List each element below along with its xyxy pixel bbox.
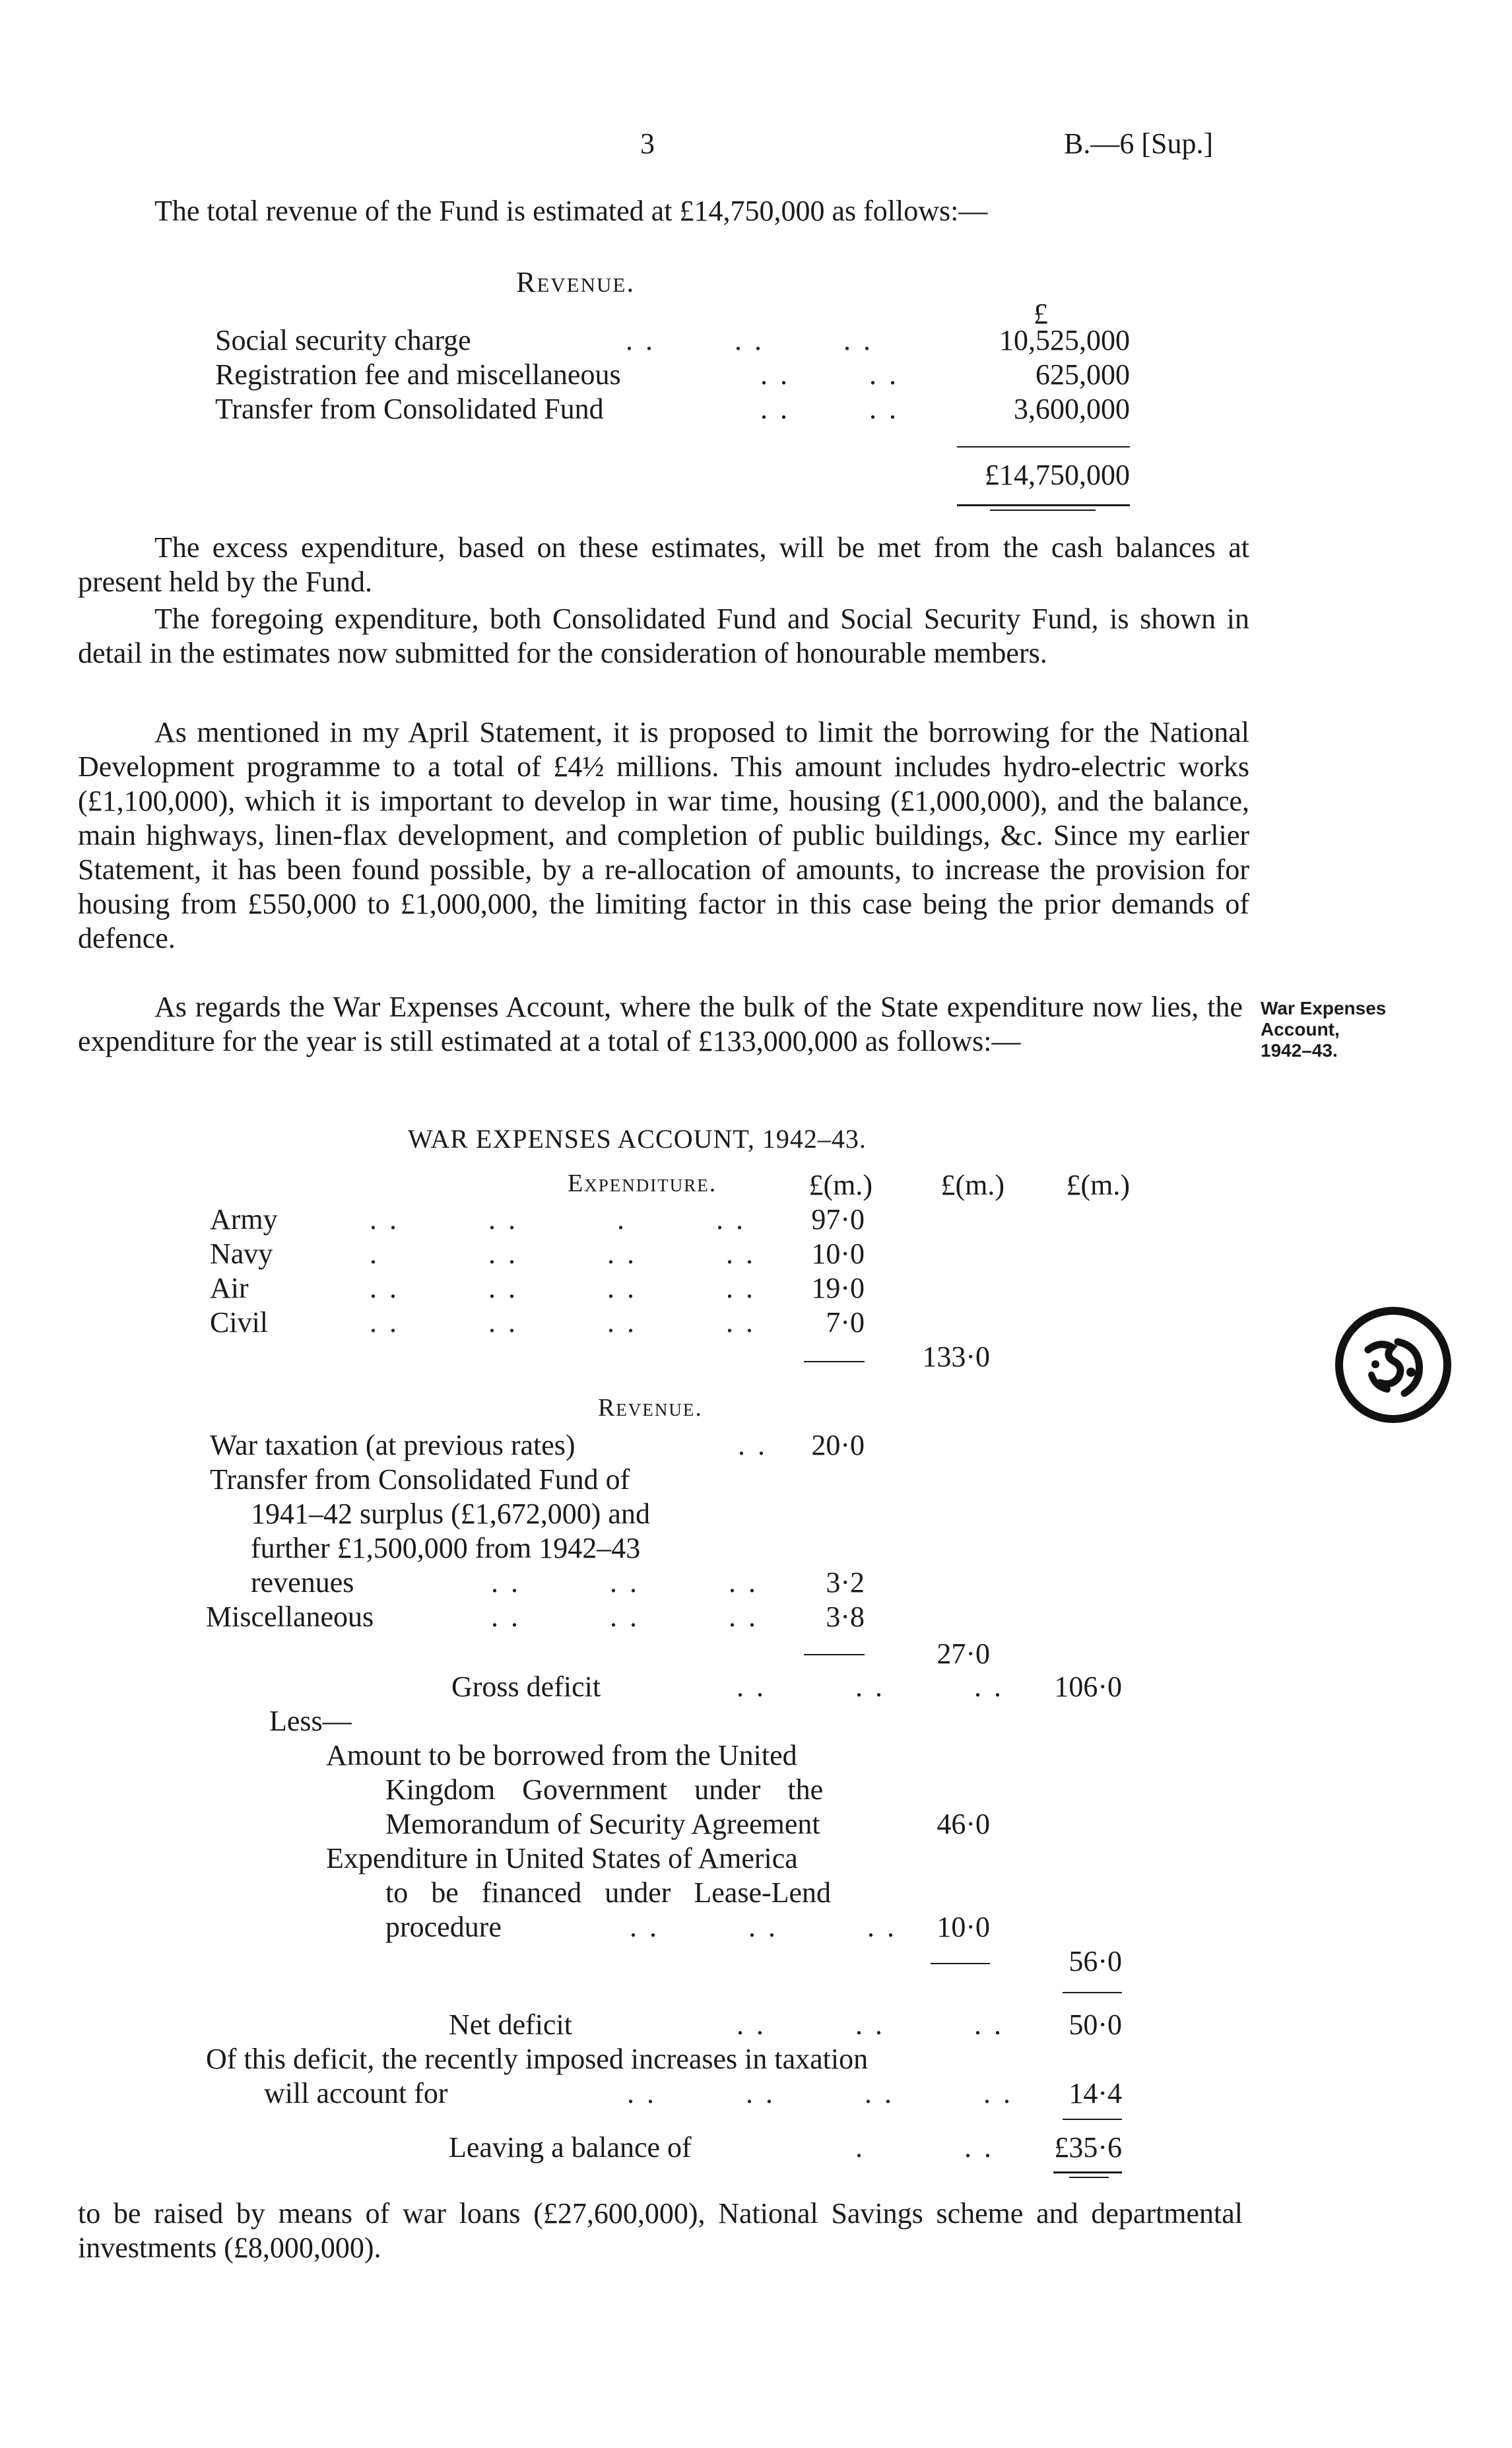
leader-dots: . . . . . . xyxy=(630,1911,897,1943)
revenue-rule xyxy=(957,446,1130,447)
expenditure-value: 7·0 xyxy=(826,1306,865,1339)
leader-dots: . . . . . . . . xyxy=(627,2077,1013,2109)
revenue-row-label: Social security charge xyxy=(215,324,471,356)
leader-dots: . . . . . . xyxy=(626,324,873,356)
taxation-label: will account for xyxy=(264,2077,448,2109)
expenditure-label: Civil xyxy=(210,1306,269,1339)
leader-dots: . . . xyxy=(855,2131,994,2164)
less-item-label: Memorandum of Security Agreement xyxy=(385,1808,820,1840)
gross-deficit-label: Gross deficit xyxy=(451,1671,601,1703)
less-total: 56·0 xyxy=(1068,1945,1122,1977)
leader-dots: . . . . xyxy=(760,358,899,391)
less-item-label: Expenditure in United States of America xyxy=(326,1842,798,1874)
less-item-label: to be financed under Lease-Lend xyxy=(385,1876,832,1909)
subtotal-rule xyxy=(804,1654,865,1655)
paragraph: As mentioned in my April Statement, it is proposed to limit the borrowing for the National Development programme to a total of £4½ millions. This amount includes hydro-electric works (£1,100,000), which it is important to develop in war time, housing (£1,000,000), and the balance, main highways, linen-flax development, and completion of public buildings, &c. Since my earlier Statement, it has been found possible, by a re-allocation of amounts, to increase the provision for housing from £550,000 to £1,000,000, the limiting factor in this case being the prior demands of defence. xyxy=(78,716,1249,954)
less-item-label: procedure xyxy=(385,1911,502,1943)
less-label: Less— xyxy=(269,1705,352,1737)
leader-dots: . . . . xyxy=(760,393,899,425)
revenue-item-value: 20·0 xyxy=(811,1429,865,1461)
balance-rule xyxy=(1053,2171,1122,2173)
margin-note-line: Account, xyxy=(1261,1019,1340,1040)
war-revenue-heading: Revenue. xyxy=(598,1394,703,1422)
leader-dots: . . . . . . xyxy=(491,1601,758,1633)
expenditure-label: Navy xyxy=(210,1238,273,1270)
balance-rule xyxy=(1069,2177,1109,2178)
less-item-label: Amount to be borrowed from the United xyxy=(326,1739,797,1771)
expenditure-label: Air xyxy=(210,1272,249,1304)
revenue-title: Revenue. xyxy=(516,266,636,298)
less-item-value: 10·0 xyxy=(937,1911,990,1943)
revenue-row-label: Transfer from Consolidated Fund xyxy=(215,393,604,425)
war-expenditure-heading: Expenditure. xyxy=(568,1170,717,1197)
revenue-currency-header: £ xyxy=(1034,298,1048,330)
leader-dots: . . . . . . . xyxy=(370,1238,756,1270)
revenue-item-label: Transfer from Consolidated Fund of xyxy=(210,1463,630,1496)
revenue-row-value: 625,000 xyxy=(1035,358,1130,391)
revenue-item-value: 3·8 xyxy=(826,1601,865,1633)
balance-label: Leaving a balance of xyxy=(449,2131,692,2164)
less-item-label: Kingdom Government under the xyxy=(385,1773,824,1806)
less-item-value: 46·0 xyxy=(937,1808,990,1840)
margin-note-line: War Expenses xyxy=(1261,998,1387,1018)
revenue-row-value: 3,600,000 xyxy=(1014,393,1130,425)
intro-text: The total revenue of the Fund is estimated at £14,750,000 as follows:— xyxy=(154,195,988,227)
leader-dots: . . . . . . . . xyxy=(370,1306,756,1339)
expenditure-total: 133·0 xyxy=(922,1340,990,1373)
revenue-item-label: revenues xyxy=(251,1566,354,1599)
margin-note-line: 1942–43. xyxy=(1261,1040,1338,1061)
revenue-item-label: further £1,500,000 from 1942–43 xyxy=(251,1532,641,1564)
paragraph: As regards the War Expenses Account, where the bulk of the State expenditure now lies, the expenditure for the year is still estimated at a total of £133,000,000 as follows:— xyxy=(78,991,1243,1057)
revenue-row-label: Registration fee and miscellaneous xyxy=(215,358,621,391)
leader-dots: . . . . . . xyxy=(491,1566,758,1599)
net-deficit-label: Net deficit xyxy=(449,2008,572,2041)
revenue-item-label: Miscellaneous xyxy=(206,1601,374,1633)
expenditure-label: Army xyxy=(210,1203,278,1236)
revenue-total-rule xyxy=(990,510,1096,511)
column-header: £(m.) xyxy=(808,1169,872,1201)
leader-dots: . . . . . . xyxy=(737,2008,1004,2041)
page-number: 3 xyxy=(640,127,655,160)
expenditure-value: 10·0 xyxy=(811,1238,865,1270)
expenditure-value: 97·0 xyxy=(811,1203,865,1236)
column-header: £(m.) xyxy=(1066,1169,1130,1201)
taxation-value: 14·4 xyxy=(1068,2077,1122,2109)
revenue-total-rule xyxy=(957,504,1130,506)
expenditure-value: 19·0 xyxy=(811,1272,865,1304)
leader-dots: . . xyxy=(738,1429,768,1461)
revenue-item-value: 3·2 xyxy=(826,1566,865,1599)
revenue-total: £14,750,000 xyxy=(985,459,1130,491)
revenue-item-label: 1941–42 surplus (£1,672,000) and xyxy=(251,1498,650,1530)
subtotal-rule xyxy=(1063,2119,1122,2120)
subtotal-rule xyxy=(931,1963,990,1964)
revenue-row-value: 10,525,000 xyxy=(999,324,1130,356)
column-header: £(m.) xyxy=(940,1169,1004,1201)
taxation-label: Of this deficit, the recently imposed increases in taxation xyxy=(206,2043,869,2075)
paragraph: The excess expenditure, based on these estimates, will be met from the cash balances at present held by the Fund. xyxy=(78,531,1249,598)
closing-paragraph: to be raised by means of war loans (£27,600,000), National Savings scheme and departmental investments (£8,000,000). xyxy=(78,2197,1243,2264)
document-reference: B.—6 [Sup.] xyxy=(1064,127,1214,160)
revenue-total: 27·0 xyxy=(937,1638,990,1670)
leader-dots: . . . . . . xyxy=(737,1671,1004,1703)
gross-deficit-value: 106·0 xyxy=(1054,1671,1122,1703)
seal-icon xyxy=(1332,1304,1455,1426)
leader-dots: . . . . . . . xyxy=(370,1203,746,1236)
war-account-title: WAR EXPENSES ACCOUNT, 1942–43. xyxy=(408,1124,867,1154)
balance-value: £35·6 xyxy=(1054,2131,1122,2164)
revenue-item-label: War taxation (at previous rates) xyxy=(210,1429,575,1461)
subtotal-rule xyxy=(804,1361,865,1362)
paragraph: The foregoing expenditure, both Consolidated Fund and Social Security Fund, is shown in detail in the estimates now submitted for the consideration of honourable members. xyxy=(78,603,1249,669)
margin-note xyxy=(1261,998,1386,1061)
leader-dots: . . . . . . . . xyxy=(370,1272,756,1304)
net-deficit-value: 50·0 xyxy=(1068,2008,1122,2041)
subtotal-rule xyxy=(1063,1992,1122,1993)
